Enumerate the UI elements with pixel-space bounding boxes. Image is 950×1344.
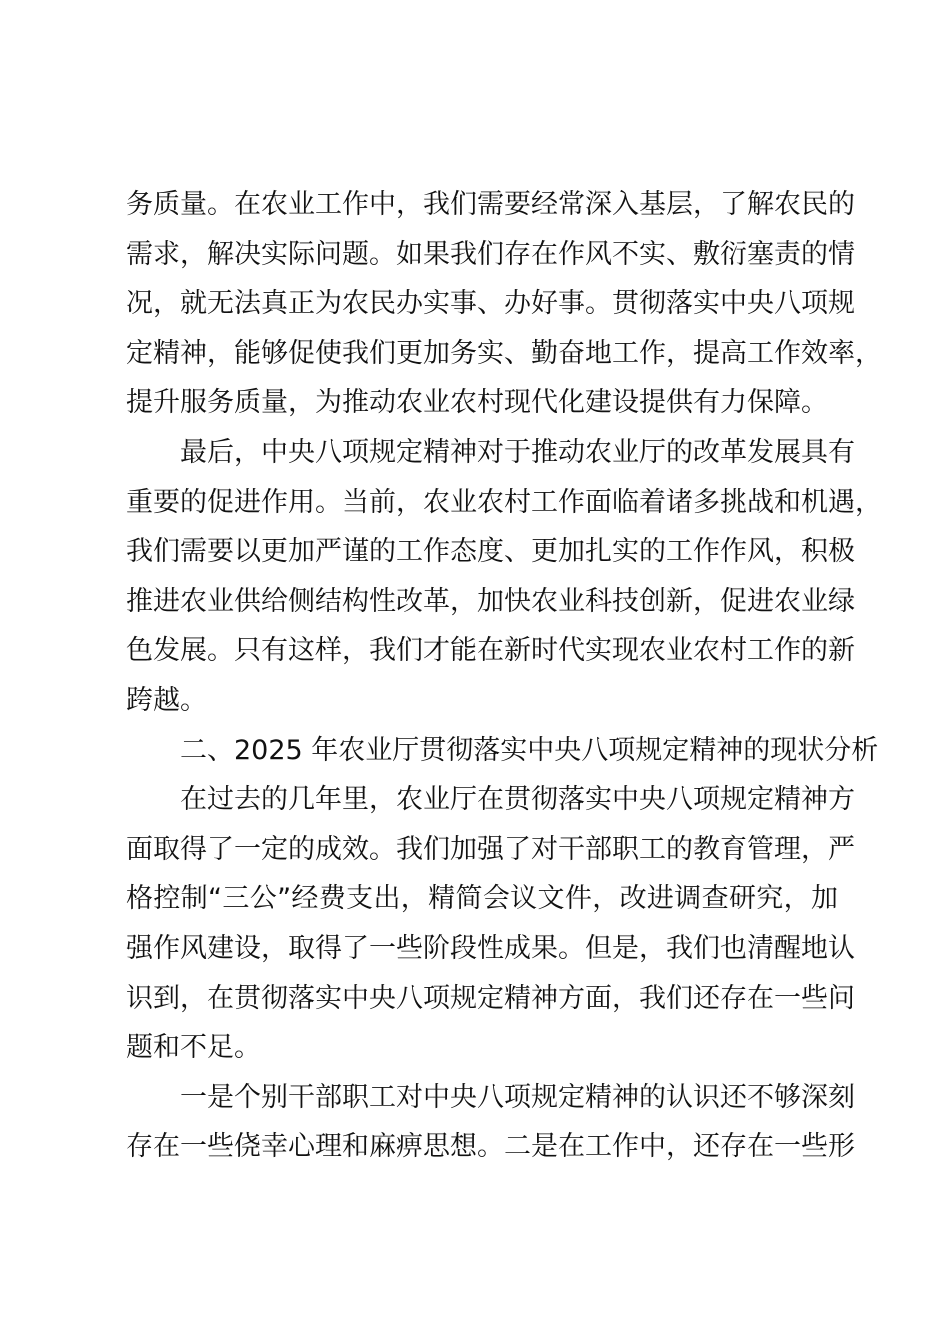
text-line: 况，就无法真正为农民办实事、办好事。贯彻落实中央八项规	[126, 288, 855, 320]
text-line: 重要的促进作用。当前，农业农村工作面临着诸多挑战和机遇，	[126, 486, 882, 518]
text-line: 推进农业供给侧结构性改革，加快农业科技创新，促进农业绿	[126, 585, 855, 617]
text-line: 一是个别干部职工对中央八项规定精神的认识还不够深刻	[180, 1081, 855, 1113]
text-line: 提升服务质量，为推动农业农村现代化建设提供有力保障。	[126, 387, 828, 419]
text-line: 最后，中央八项规定精神对于推动农业厅的改革发展具有	[180, 436, 855, 468]
text-line: 格控制“三公”经费支出，精简会议文件，改进调查研究，加	[126, 883, 838, 915]
text-line: 面取得了一定的成效。我们加强了对干部职工的教育管理，严	[126, 833, 855, 865]
document-body	[126, 180, 882, 1172]
text-line: 定精神，能够促使我们更加务实、勤奋地工作，提高工作效率，	[126, 337, 882, 369]
text-line: 需求，解决实际问题。如果我们存在作风不实、敷衍塞责的情	[126, 238, 855, 270]
text-line: 存在一些侥幸心理和麻痹思想。二是在工作中，还存在一些形	[126, 1131, 855, 1163]
text-line: 我们需要以更加严谨的工作态度、更加扎实的工作作风，积极	[126, 536, 855, 568]
text-line: 题和不足。	[126, 1032, 261, 1064]
text-line: 色发展。只有这样，我们才能在新时代实现农业农村工作的新	[126, 635, 855, 667]
text-line: 强作风建设，取得了一些阶段性成果。但是，我们也清醒地认	[126, 932, 855, 964]
text-line: 跨越。	[126, 684, 207, 716]
text-line: 在过去的几年里，农业厅在贯彻落实中央八项规定精神方	[180, 784, 855, 816]
text-line: 识到，在贯彻落实中央八项规定精神方面，我们还存在一些问	[126, 982, 855, 1014]
section-heading: 二、2025 年农业厅贯彻落实中央八项规定精神的现状分析	[180, 734, 879, 766]
text-line: 务质量。在农业工作中，我们需要经常深入基层，了解农民的	[126, 189, 855, 220]
